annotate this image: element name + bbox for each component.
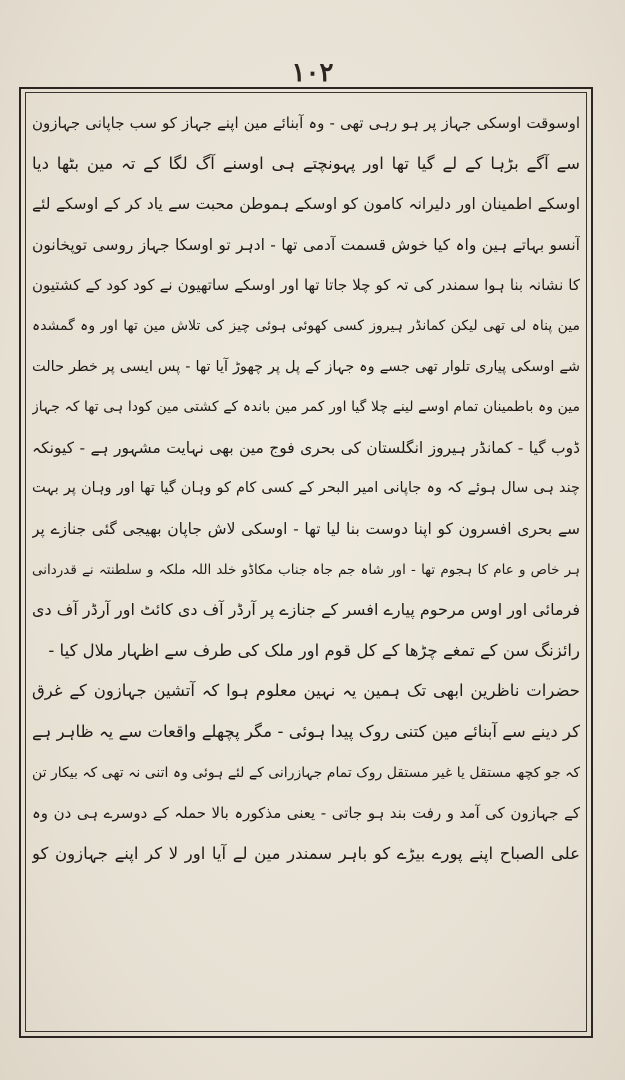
text-line: اوسوقت اوسکی جہاز پر ہو رہی تھی - وہ آبنائے مین اپنے جہاز کو سب جاپانی جہازون	[32, 114, 580, 132]
text-line: علی الصباح اپنے پورے بیڑے کو باہر سمندر مین لے آیا اور لا کر اپنے جہازون کو	[32, 843, 580, 863]
page-number: ۱۰۲	[291, 58, 334, 88]
text-line: حضرات ناظرین ابھی تک ہمین یہ نہین معلوم ہوا کہ آتشین جہازون کے غرق	[32, 681, 580, 701]
text-line: ڈوب گیا - کمانڈر ہیروز انگلستان کی بحری فوج مین بھی نہایت مشہور ہے - کیونکہ	[32, 438, 580, 457]
text-line: ہر خاص و عام کا ہجوم تھا - اور شاہ جم جاہ جناب مکاڈو خلد اللہ ملکہ و سلطنتہ نے قدردانی	[32, 561, 580, 578]
text-line: مین پناہ لی تھی لیکن کمانڈر ہیروز کسی کھوئی ہوئی چیز کی تلاش مین تھا اور وہ گمشدہ	[32, 317, 580, 334]
text-line: اوسکے اطمینان اور دلیرانہ کامون کو اوسکے ہموطن محبت سے یاد کر کے اوسکے لئے	[32, 195, 580, 214]
text-line: فرمائی اور اوس مرحوم پیارے افسر کے جنازے پر آرڈر آف دی کائٹ اور آرڈر آف دی	[32, 600, 580, 620]
text-line: کے جہازون کی آمد و رفت بند ہو جاتی - یعنی مذکورہ بالا حملہ کے دوسرے ہی دن وہ	[32, 804, 580, 823]
text-line: آنسو بہاتے ہین واہ کیا خوش قسمت آدمی تھا - ادہر تو اوسکا جہاز روسی توپخانون	[32, 235, 580, 254]
text-line: چند ہی سال ہوئے کہ وہ جاپانی امیر البحر کے کسی کام کو وہان گیا تھا اور وہان پر بہت	[32, 480, 580, 497]
text-line: کر دینے سے آبنائے مین کتنی روک پیدا ہوئی - مگر پچھلے واقعات سے یہ ظاہر ہے	[32, 721, 580, 741]
text-line: رائزنگ سن کے تمغے چڑھا کے کل قوم اور ملک کی طرف سے اظہار ملال کیا -	[48, 640, 580, 660]
text-line: سے آگے بڑہا کے لے گیا تھا اور پہونچتے ہی اوسنے آگ لگا کے تہ مین بٹھا دیا	[32, 153, 580, 173]
text-line: سے بحری افسرون کو اپنا دوست بنا لیا تھا - اوسکی لاش جاپان بھیجی گئی جنازے پر	[32, 519, 580, 538]
text-line: شے اوسکی پیاری تلوار تھی جسے وہ جہاز کے پل پر چھوڑ آیا تھا - پس ایسی پر خطر حالت	[32, 358, 580, 375]
text-line: کا نشانہ بنا ہوا سمندر کی تہ کو چلا جاتا تھا اور اوسکے ساتھیون نے کود کود کے کشتیون	[32, 276, 580, 295]
text-line: مین وہ باطمینان تمام اوسے لینے چلا گیا اور کمر مین باندہ کے کشتی مین کودا ہی تھا کہ جہاز	[32, 399, 580, 416]
text-line: کہ جو کچھ مستقل یا غیر مستقل روک تمام جہازرانی کے لئے ہوئی وہ اتنی نہ تھی کہ بیکار تن	[32, 764, 580, 781]
urdu-text-body	[32, 103, 580, 874]
